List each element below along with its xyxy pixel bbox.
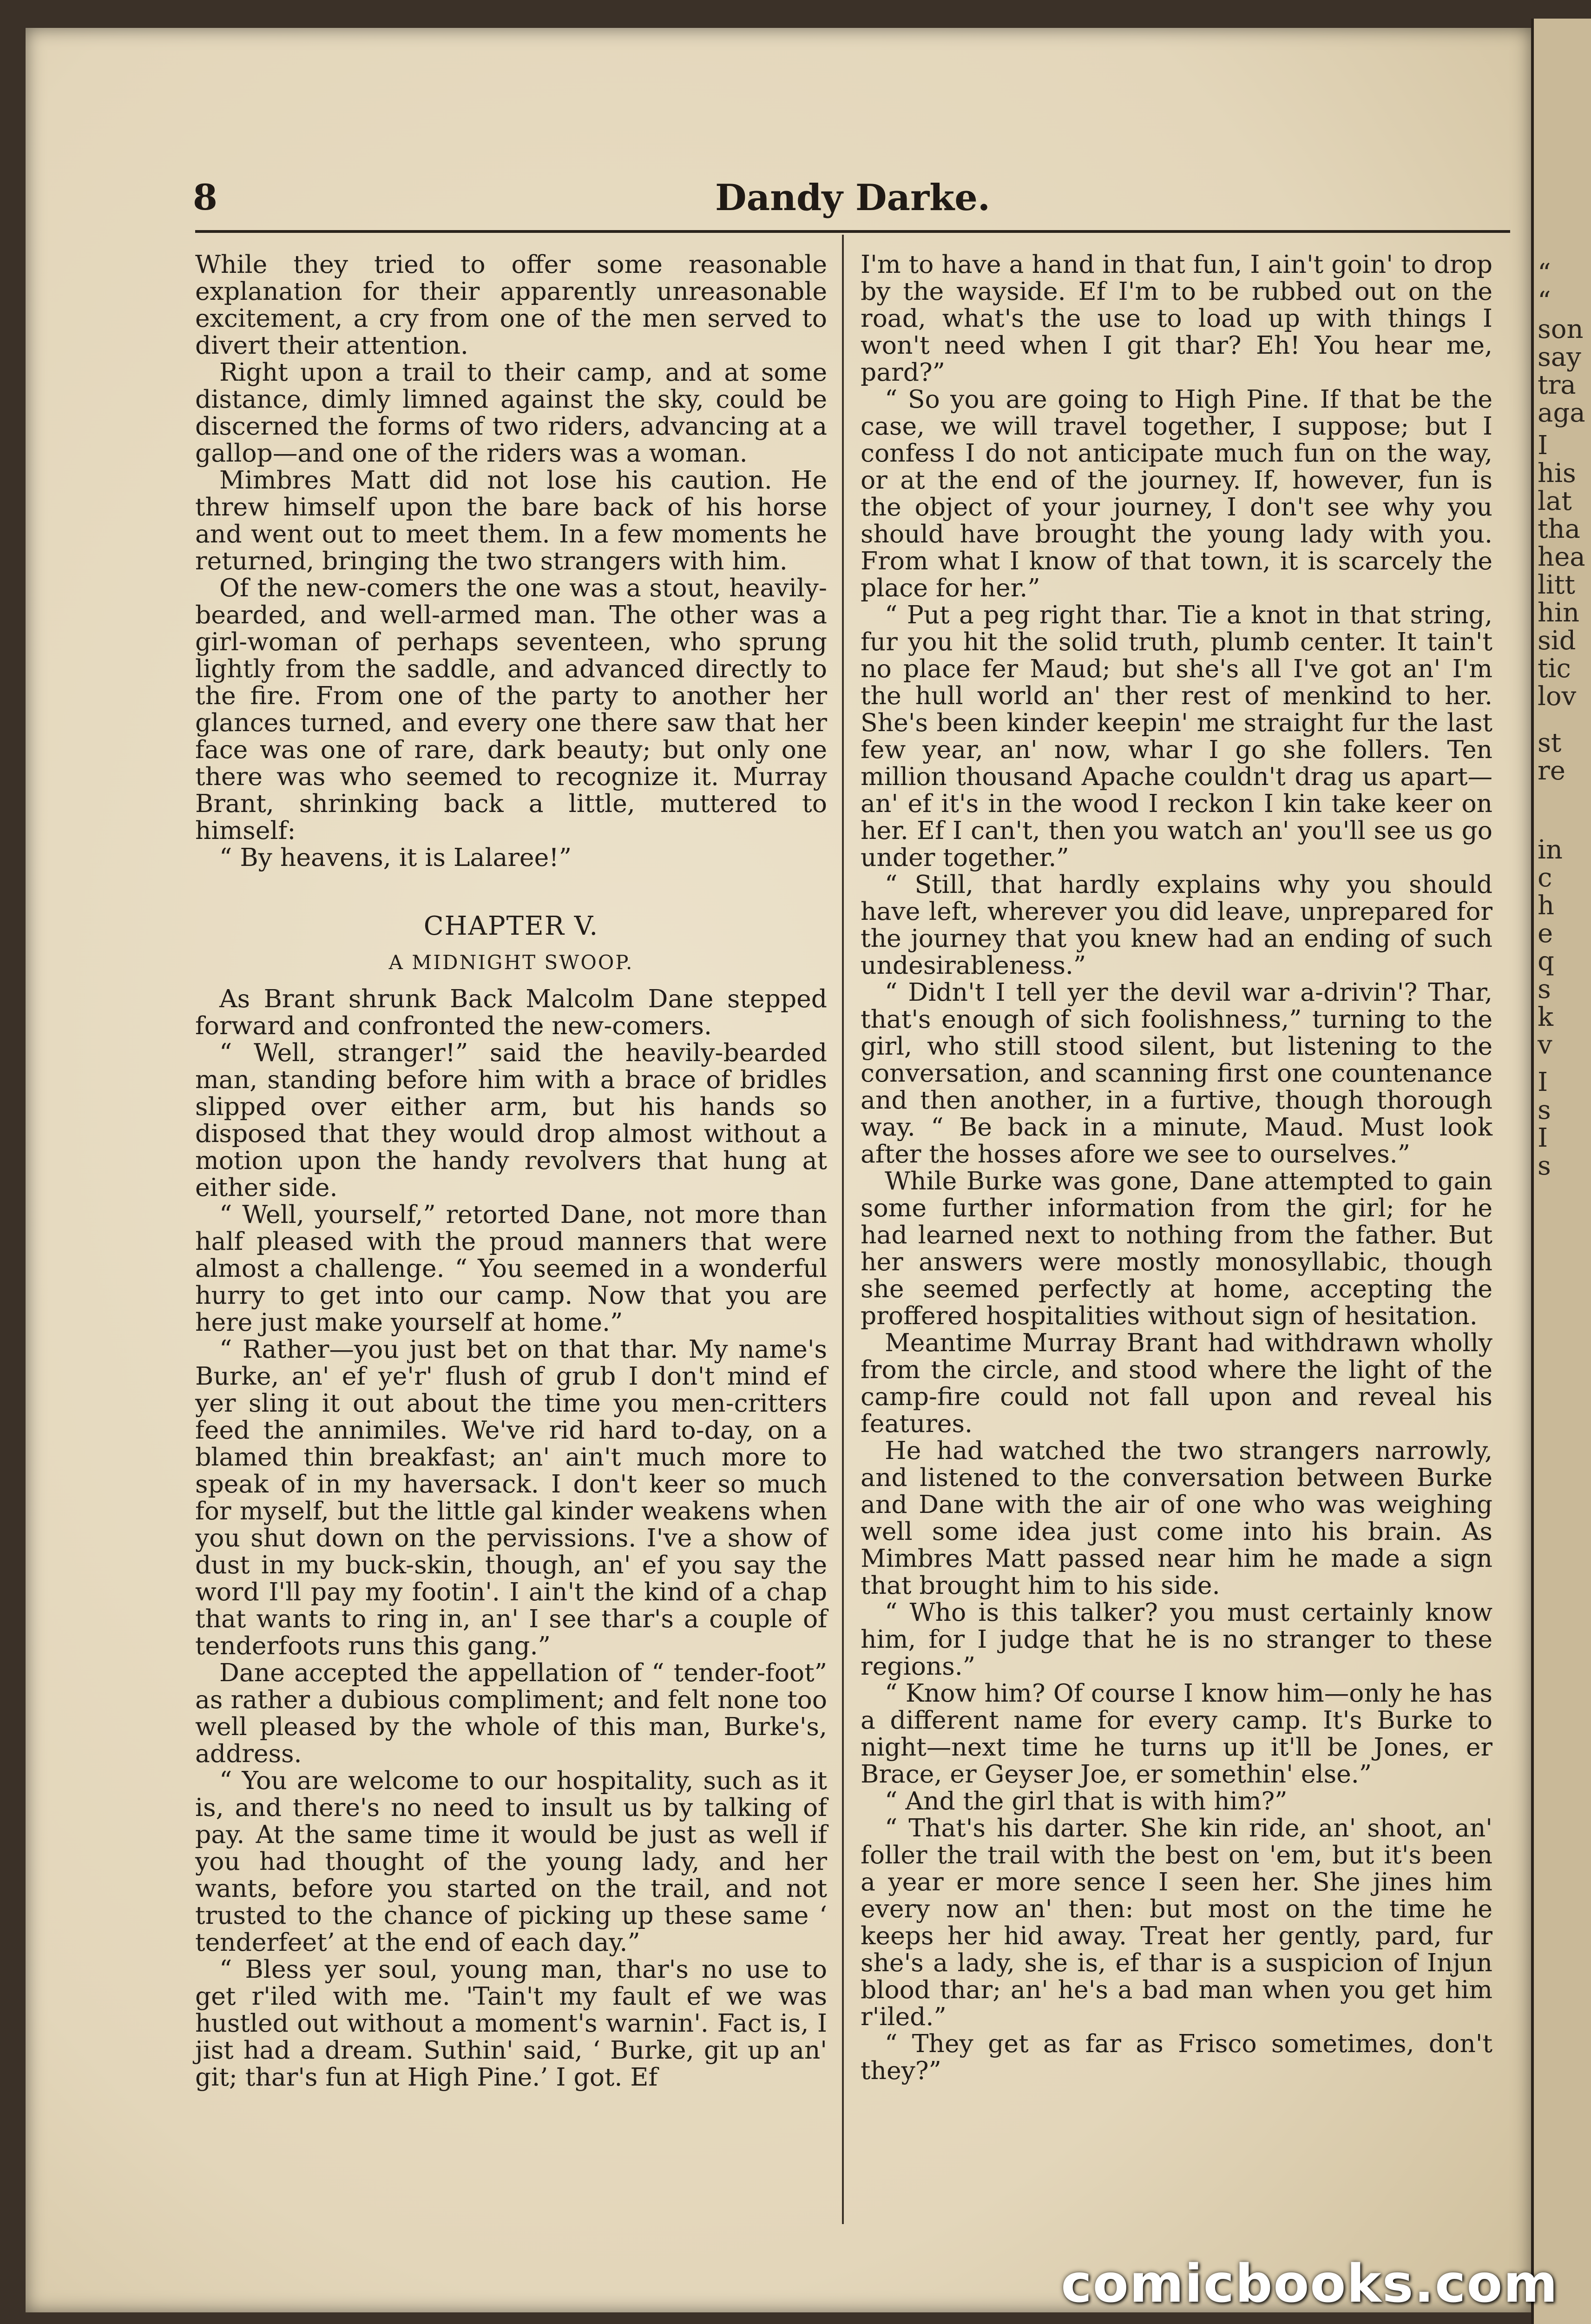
next-page-fragment: e — [1538, 918, 1553, 949]
paragraph: As Brant shrunk Back Malcolm Dane stepped forward and confronted the new-comers. — [195, 984, 827, 1040]
running-title: Dandy Darke. — [715, 177, 990, 219]
next-page-fragment: “ — [1538, 258, 1551, 289]
paragraph: Of the new-comers the one was a stout, heavily-bearded, and well-armed man. The other was a girl-woman of perhaps seventeen, who sprung lightly from the saddle, and advanced directly to the fire. From one of the party to another her glances turned, and every one there saw that her face was one of rare, dark beauty; but only one there was who seemed to recognize it. Murray Brant, shrinking back a little, muttered to himself: — [195, 573, 827, 845]
next-page-fragment: hea — [1538, 542, 1585, 572]
page-number: 8 — [193, 177, 217, 218]
header-rule — [195, 230, 1510, 233]
next-page-fragment: lov — [1538, 681, 1577, 712]
paragraph: “ That's his darter. She kin ride, an' shoot, an' foller the trail with the best on 'em, but it's been a year er more sence I seen her. She jines him every now an' then: but most on the time he keeps her hid away. Treat her gently, pard, fur she's a lady, she is, ef thar is a suspicion of Injun blood thar; an' he's a bad man when you get him r'iled.” — [861, 1813, 1492, 2031]
next-page-fragment: h — [1538, 891, 1555, 921]
next-page-fragment: litt — [1538, 570, 1575, 600]
paragraph: Mimbres Matt did not lose his caution. He threw himself upon the bare back of his horse and went out to meet them. In a few moments he returned, bringing the two strangers with him. — [195, 465, 827, 575]
paragraph: Meantime Murray Brant had withdrawn wholly from the circle, and stood where the light of the camp-fire could not fall upon and reveal his features. — [861, 1328, 1492, 1438]
paragraph: Right upon a trail to their camp, and at some distance, dimly limned against the sky, could be discerned the forms of two riders, advancing at a gallop—and one of the riders was a woman. — [195, 357, 827, 468]
next-page-fragment: aga — [1538, 398, 1585, 428]
next-page-fragment: q — [1538, 946, 1554, 977]
paragraph: “ Still, that hardly explains why you should have left, wherever you did leave, unprepared for the journey that you knew had an ending of such undesirableness.” — [861, 870, 1492, 980]
next-page-fragment: s — [1538, 1095, 1551, 1125]
paragraph: While they tried to offer some reasonable explanation for their apparently unreasonable excitement, a cry from one of the men served to divert their attention. — [195, 250, 827, 360]
watermark: comicbooks.com — [1061, 2254, 1558, 2314]
page-header — [26, 167, 1531, 223]
paragraph: “ Who is this talker? you must certainly know him, for I judge that he is no stranger to these regions.” — [861, 1598, 1492, 1681]
next-page-fragment: lat — [1538, 486, 1572, 516]
next-page-fragment: his — [1538, 458, 1576, 489]
paragraph: He had watched the two strangers narrowly, and listened to the conversation between Burke and Dane with the air of one who was weighing well some idea just come into his brain. As Mimbres Matt passed near him he made a sign that brought him to his side. — [861, 1436, 1492, 1600]
paragraph: “ Put a peg right thar. Tie a knot in that string, fur you hit the solid truth, plumb center. It tain't no place fer Maud; but she's all I've got an' I'm the hull world an' ther rest of menkind to her. She's been kinder keepin' me straight fur the last few year, an' now, whar I go she follers. Ten million thousand Apache couldn't drag us apart—an' ef it's in the wood I reckon I kin take keer on her. Ef I can't, then you watch an' you'll see us go under together.” — [861, 600, 1492, 872]
paragraph: Dane accepted the appellation of “ tender-foot” as rather a dubious compliment; and felt none too well pleased by the whole of this man, Burke's, address. — [195, 1658, 827, 1768]
paragraph: “ Know him? Of course I know him—only he has a different name for every camp. It's Burke to night—next time he turns up it'll be Jones, er Brace, er Geyser Joe, er somethin' else.” — [861, 1678, 1492, 1789]
next-page-fragment: re — [1538, 756, 1565, 786]
adjacent-page-edge — [1531, 19, 1591, 2324]
left-column — [195, 251, 827, 2091]
column-divider — [842, 235, 844, 2224]
paragraph: “ Well, yourself,” retorted Dane, not more than half pleased with the proud manners that were almost a challenge. “ You seemed in a wonderful hurry to get into our camp. Now that you are here just make yourself at home.” — [195, 1200, 827, 1337]
next-page-fragment: sid — [1538, 626, 1576, 656]
chapter-title: CHAPTER V. — [423, 911, 599, 941]
paragraph: I'm to have a hand in that fun, I ain't goin' to drop by the wayside. Ef I'm to be rubbed out on the road, what's the use to load up with things I won't need when I git thar? Eh! You hear me, pard?” — [861, 250, 1492, 387]
next-page-fragment: in — [1538, 835, 1563, 865]
next-page-fragment: I — [1538, 1067, 1548, 1097]
next-page-fragment: son — [1538, 314, 1584, 344]
next-page-fragment: hin — [1538, 598, 1580, 628]
paragraph: “ And the girl that is with him?” — [885, 1786, 1288, 1816]
paragraph: “ So you are going to High Pine. If that be the case, we will travel together, I suppose; but I confess I do not anticipate much fun on the way, or at the end of the journey. If, however, fun is the object of your journey, I don't see why you should have brought the young lady with you. From what I know of that town, it is scarcely the place for her.” — [861, 384, 1492, 602]
paragraph: “ Didn't I tell yer the devil war a-drivin'? Thar, that's enough of sich foolishness,” turning to the girl, who still stood silent, but listening to the conversation, and scanning first one countenance and then another, in a furtive, though thorough way. “ Be back in a minute, Maud. Must look after the hosses afore we see to ourselves.” — [861, 977, 1492, 1169]
next-page-fragment: “ — [1538, 286, 1551, 317]
paragraph: While Burke was gone, Dane attempted to gain some further information from the girl; for he had learned next to nothing from the father. But her answers were mostly monosyllabic, though she seemed perfectly at home, accepting the proffered hospitalities without sign of hesitation. — [861, 1166, 1492, 1330]
next-page-fragment: v — [1538, 1030, 1552, 1060]
paragraph: “ Rather—you just bet on that thar. My name's Burke, an' ef ye'r' flush of grub I don't mind ef yer sling it out about the time you men-critters feed the annimiles. We've rid hard to-day, on a blamed thin breakfast; an' ain't much more to speak of in my haversack. I don't keer so much for myself, but the little gal kinder weakens when you shut down on the pervissions. I've a show of dust in my buck-skin, though, an' ef you say the word I'll pay my footin'. I ain't the kind of a chap that wants to ring in, an' I see thar's a couple of tenderfoots runs this gang.” — [195, 1334, 827, 1660]
next-page-fragment: st — [1538, 728, 1562, 758]
next-page-fragment: I — [1538, 430, 1548, 461]
next-page-fragment: s — [1538, 974, 1551, 1004]
next-page-fragment: tha — [1538, 514, 1580, 544]
next-page-fragment: s — [1538, 1151, 1551, 1181]
next-page-fragment: k — [1538, 1002, 1553, 1032]
right-column — [861, 251, 1492, 2084]
paragraph: “ Well, stranger!” said the heavily-bearded man, standing before him with a brace of bridles slipped over either arm, but his hands so disposed that they would drop almost without a motion upon the handy revolvers that hung at either side. — [195, 1038, 827, 1202]
paragraph: “ They get as far as Frisco sometimes, don't they?” — [861, 2029, 1492, 2085]
next-page-fragment: say — [1538, 342, 1581, 372]
chapter-subtitle: A MIDNIGHT SWOOP. — [388, 951, 634, 974]
next-page-fragment: I — [1538, 1123, 1548, 1153]
next-page-fragment: tra — [1538, 370, 1576, 400]
paragraph: “ You are welcome to our hospitality, such as it is, and there's no need to insult us by talking of pay. At the same time it would be just as well if you had thought of the young lady, and her wants, before you started on the trail, and not trusted to the chance of picking up these same ‘ tenderfeet’ at the end of each day.” — [195, 1766, 827, 1957]
next-page-fragment: c — [1538, 863, 1552, 893]
paragraph: “ Bless yer soul, young man, thar's no use to get r'iled with me. 'Tain't my fault ef we was hustled out without a moment's warnin'. Fact is, I jist had a dream. Suthin' said, ‘ Burke, git up an' git; thar's fun at High Pine.’ I got. Ef — [195, 1954, 827, 2092]
next-page-fragment: tic — [1538, 654, 1571, 684]
paragraph: “ By heavens, it is Lalaree!” — [219, 843, 572, 872]
